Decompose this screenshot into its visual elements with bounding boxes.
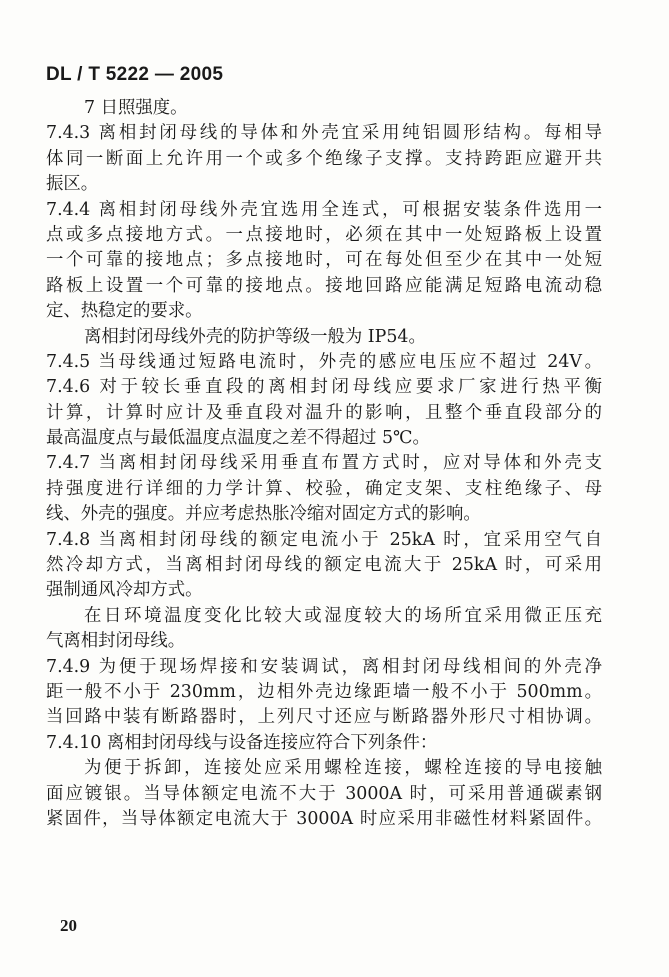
text-line: 面应镀银。当导体额定电流不大于 3000A 时，可采用普通碳素钢 <box>46 783 602 804</box>
text-line: 线、外壳的强度。并应考虑热胀冷缩对固定方式的影响。 <box>46 504 481 525</box>
text-line: 计算，计算时应计及垂直段对温升的影响，且整个垂直段部分的 <box>46 402 602 423</box>
standard-code-header: DL / T 5222 — 2005 <box>46 64 224 85</box>
text-line: 点或多点接地方式。一点接地时，必须在其中一处短路板上设置 <box>46 224 602 245</box>
text-line: 距一般不小于 230mm，边相外壳边缘距墙一般不小于 500mm。 <box>46 681 602 702</box>
text-line: 7.4.5 当母线通过短路电流时，外壳的感应电压应不超过 24V。 <box>46 351 602 372</box>
text-line: 振区。 <box>46 174 99 195</box>
text-line: 7.4.10 离相封闭母线与设备连接应符合下列条件： <box>46 732 438 753</box>
page-number: 20 <box>60 916 77 935</box>
text-line: 7.4.8 当离相封闭母线的额定电流小于 25kA 时，宜采用空气自 <box>46 529 602 550</box>
text-line: 7.4.6 对于较长垂直段的离相封闭母线应要求厂家进行热平衡 <box>46 377 602 398</box>
text-line: 在日环境温度变化比较大或湿度较大的场所宜采用微正压充 <box>84 605 602 626</box>
text-line: 紧固件，当导体额定电流大于 3000A 时应采用非磁性材料紧固件。 <box>46 808 602 829</box>
text-line: 体同一断面上允许用一个或多个绝缘子支撑。支持跨距应避开共 <box>46 148 602 169</box>
text-line: 当回路中装有断路器时，上列尺寸还应与断路器外形尺寸相协调。 <box>46 707 602 728</box>
body-text <box>46 96 602 832</box>
text-line: 7.4.9 为便于现场焊接和安装调试，离相封闭母线相间的外壳净 <box>46 656 602 677</box>
text-line: 7.4.7 当离相封闭母线采用垂直布置方式时，应对导体和外壳支 <box>46 453 602 474</box>
text-line: 路板上设置一个可靠的接地点。接地回路应能满足短路电流动稳 <box>46 275 602 296</box>
text-line: 7.4.3 离相封闭母线的导体和外壳宜采用纯铝圆形结构。每相导 <box>46 123 602 144</box>
text-line: 离相封闭母线外壳的防护等级一般为 IP54。 <box>84 326 426 347</box>
text-line: 定、热稳定的要求。 <box>46 301 203 322</box>
text-line: 7.4.4 离相封闭母线外壳宜选用全连式，可根据安装条件选用一 <box>46 199 602 220</box>
text-line: 气离相封闭母线。 <box>46 631 186 652</box>
text-line: 一个可靠的接地点；多点接地时，可在每处但至少在其中一处短 <box>46 250 602 271</box>
text-line: 持强度进行详细的力学计算、校验，确定支架、支柱绝缘子、母 <box>46 478 602 499</box>
text-line: 最高温度点与最低温度点温度之差不得超过 5℃。 <box>46 428 430 449</box>
text-line: 为便于拆卸，连接处应采用螺栓连接，螺栓连接的导电接触 <box>84 758 602 779</box>
text-line: 强制通风冷却方式。 <box>46 580 203 601</box>
text-line: 7 日照强度。 <box>84 98 188 118</box>
text-line: 然冷却方式，当离相封闭母线的额定电流大于 25kA 时，可采用 <box>46 555 602 576</box>
